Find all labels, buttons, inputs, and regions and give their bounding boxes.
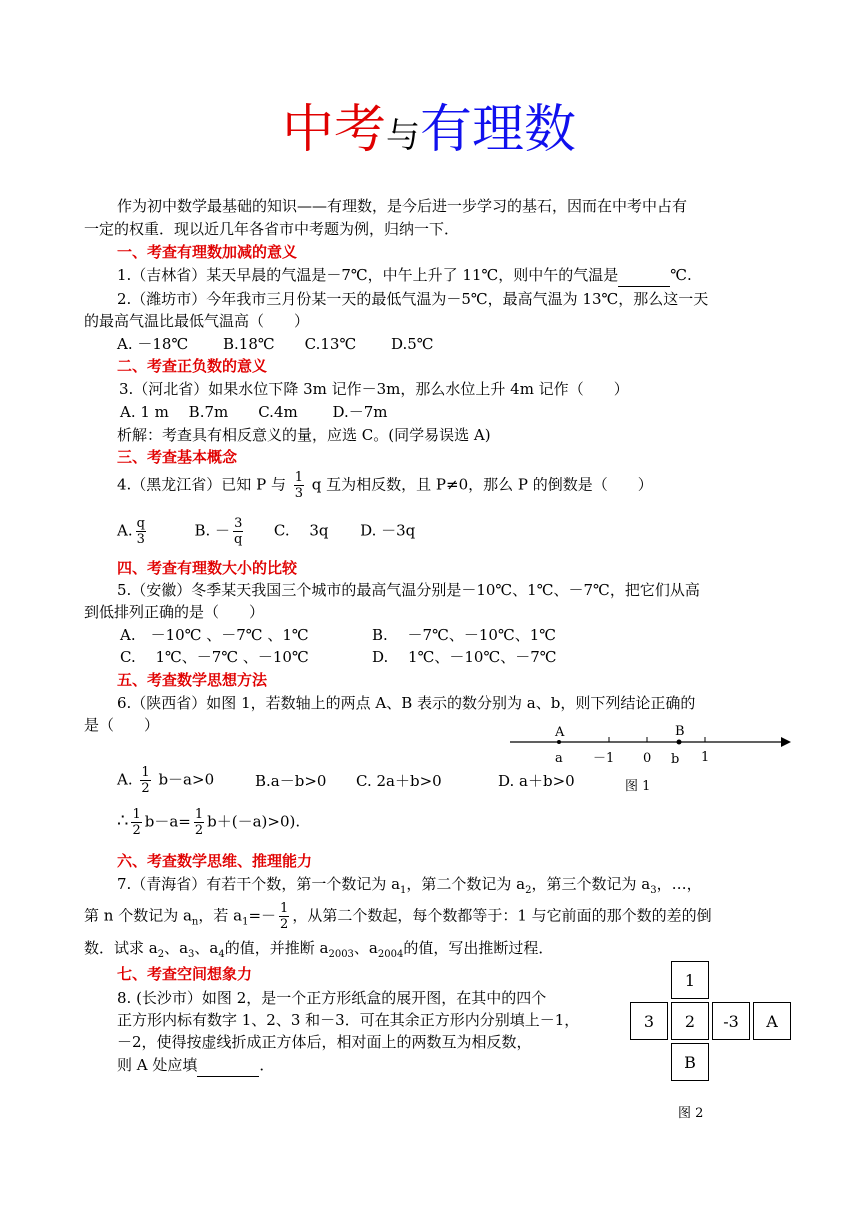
q7-text: 的值，并推断 a (224, 939, 329, 957)
therefore-symbol: ∴ (117, 810, 129, 832)
page-title (282, 100, 576, 166)
frac-num: 1 (280, 901, 289, 916)
question-6-options (117, 765, 214, 796)
net-cell-left: 3 (630, 1002, 668, 1040)
q7-text: 数．试求 a (84, 939, 158, 957)
q7-text: 、a (353, 939, 378, 957)
label-zero: 0 (643, 751, 652, 766)
subscript: 2003 (328, 949, 354, 960)
net-cell-right-1: -3 (712, 1002, 750, 1040)
question-5-line-2: 到低排列正确的是（ ） (84, 603, 265, 621)
q7-text: 7.（青海省）有若干个数，第一个数记为 a (117, 875, 401, 893)
title-part-2: 与 (386, 116, 421, 156)
option-a-fraction (140, 765, 150, 796)
question-5-option-d: D. 1℃、－10℃、－7℃ (372, 648, 557, 666)
axis-arrow (781, 737, 791, 747)
question-5-option-c: C. 1℃、－7℃ 、－10℃ (120, 648, 309, 666)
q7-text: ，…， (656, 875, 702, 893)
q7-text: ，从第二个数起，每个数都等于：1 与它前面的那个数的差的倒 (292, 906, 712, 925)
figure-1-caption: 图 1 (625, 779, 651, 794)
question-8-line-3: －2，使得按虚线折成正方体后，相对面上的两数互为相反数， (117, 1033, 532, 1051)
q8-text: 则 A 处应填 (117, 1056, 198, 1074)
frac-num: 3 (234, 516, 243, 531)
section-heading-7: 七、考查空间想象力 (117, 965, 253, 983)
question-6-line-1: 6.（陕西省）如图 1，若数轴上的两点 A、B 表示的数分别为 a、b，则下列结论正确的 (117, 694, 696, 712)
conclusion-fraction-2 (194, 807, 204, 838)
question-1-text: 1.（吉林省）某天早晨的气温是－7℃，中午上升了 11℃，则中午的气温是 (117, 266, 619, 284)
question-2-options: A. －18℃ B.18℃ C.13℃ D.5℃ (117, 335, 434, 353)
q7-text: ，若 a (198, 906, 243, 925)
title-part-3: 有理数 (420, 100, 577, 160)
label-one: 1 (701, 750, 710, 765)
section-heading-5: 五、考查数学思想方法 (117, 671, 268, 689)
option-a-label: A. (117, 521, 133, 540)
answer-blank (197, 1054, 259, 1077)
option-a-fraction (136, 516, 146, 547)
frac-den: 2 (141, 781, 150, 796)
question-2-line-1: 2.（潍坊市）今年我市三月份某一天的最低气温为－5℃，最高气温为 13℃，那么这一天 (117, 290, 709, 308)
q7-fraction (279, 901, 289, 932)
frac-den: 3 (294, 486, 304, 501)
q7-text: 的值，写出推断过程． (403, 939, 554, 957)
question-1-unit: ℃. (670, 266, 692, 284)
question-5-line-1: 5.（安徽）冬季某天我国三个城市的最高气温分别是－10℃、1℃、－7℃，把它们从高 (117, 581, 700, 599)
fraction-one-third (294, 470, 304, 501)
label-A: A (555, 725, 565, 740)
question-3-analysis: 析解：考查具有相反意义的量，应选 C。(同学易误选 A) (117, 426, 491, 444)
option-a-expr: b－a>0 (158, 770, 215, 789)
q7-text: ，第二个数记为 a (406, 875, 526, 893)
frac-den: 2 (280, 917, 289, 932)
frac-num: 1 (141, 765, 150, 780)
question-4-options (117, 516, 415, 547)
conclusion-post: b＋(－a)>0). (207, 812, 301, 831)
subscript: 4 (218, 949, 225, 960)
option-d: D. －3q (360, 521, 416, 540)
net-cell-bottom: B (671, 1043, 709, 1081)
question-6-option-c: C. 2a＋b>0 (356, 772, 442, 790)
net-cell-center: 2 (671, 1002, 709, 1040)
conclusion-mid: b－a= (144, 812, 191, 831)
subscript: 3 (650, 885, 657, 896)
label-a: a (555, 751, 563, 766)
subscript: 2004 (377, 949, 404, 960)
label-B: B (675, 724, 685, 739)
intro-line-2: 一定的权重．现以近几年各省市中考题为例，归纳一下． (84, 220, 460, 238)
subscript: 1 (242, 916, 249, 928)
question-2-line-2: 的最高气温比最低气温高（ ） (84, 312, 310, 330)
question-4-post: q 互为相反数，且 P≠0，那么 P 的倒数是（ ） (311, 475, 653, 494)
net-cell-top: 1 (671, 961, 709, 999)
question-7-line-1 (117, 873, 702, 902)
option-b-label: B. － (194, 521, 231, 540)
question-8-line-1: 8. (长沙市）如图 2，是一个正方形纸盒的展开图，在其中的四个 (117, 989, 547, 1007)
subscript: 1 (400, 885, 407, 896)
conclusion-fraction-1 (131, 807, 141, 838)
question-6-option-b: B.a－b>0 (255, 772, 327, 790)
net-cell-right-2: A (753, 1002, 791, 1040)
frac-num: 1 (132, 807, 141, 822)
subscript: 2 (157, 949, 165, 960)
question-8-line-4 (117, 1054, 274, 1077)
question-5-option-a: A. －10℃ 、－7℃ 、1℃ (120, 626, 309, 644)
question-4-pre: 4.（黑龙江省）已知 P 与 (117, 475, 286, 494)
question-8-line-2: 正方形内标有数字 1、2、3 和－3．可在其余正方形内分别填上－1， (117, 1011, 580, 1029)
frac-den: 3 (136, 532, 145, 547)
frac-num: 1 (294, 470, 304, 485)
frac-den: q (234, 532, 243, 547)
option-b-fraction (233, 516, 243, 547)
section-heading-6: 六、考查数学思维、推理能力 (117, 852, 313, 870)
frac-num: q (136, 516, 145, 531)
point-B (677, 740, 682, 745)
answer-blank (618, 264, 670, 287)
q7-text: =－ (248, 906, 277, 925)
frac-num: 1 (194, 807, 204, 822)
question-7-line-3 (84, 937, 553, 966)
question-6-conclusion (117, 807, 300, 838)
option-a-label: A. (117, 770, 133, 789)
option-c: C. 3q (273, 521, 329, 540)
question-1 (117, 264, 692, 287)
section-heading-1: 一、考查有理数加减的意义 (117, 243, 298, 261)
subscript: n (191, 916, 199, 928)
subscript: 3 (188, 949, 195, 960)
subscript: 2 (525, 885, 532, 896)
question-4-stem (117, 470, 653, 501)
question-6-option-d: D. a＋b>0 (498, 772, 575, 790)
title-part-1: 中考 (282, 100, 387, 160)
question-7-line-2 (84, 901, 712, 934)
section-heading-4: 四、考查有理数大小的比较 (117, 559, 298, 577)
figure-2-caption: 图 2 (678, 1106, 704, 1121)
frac-den: 2 (194, 823, 204, 838)
label-b: b (671, 752, 680, 767)
question-6-line-2: 是（ ） (84, 716, 160, 734)
frac-den: 2 (132, 823, 141, 838)
question-5-option-b: B. －7℃、－10℃、1℃ (372, 626, 557, 644)
q7-text: 、a (164, 939, 189, 957)
point-A (557, 740, 561, 744)
q8-text: ． (259, 1056, 275, 1074)
section-heading-3: 三、考查基本概念 (117, 448, 238, 466)
question-3-options: A. 1 m B.7m C.4m D.－7m (120, 403, 388, 421)
question-3-line-1: 3.（河北省）如果水位下降 3m 记作－3m，那么水位上升 4m 记作（ ） (119, 380, 629, 398)
intro-line-1: 作为初中数学最基础的知识——有理数，是今后进一步学习的基石，因而在中考中占有 (117, 197, 688, 215)
label-minus1: －1 (593, 751, 615, 766)
section-heading-2: 二、考查正负数的意义 (117, 357, 268, 375)
q7-text: 第 n 个数记为 a (84, 906, 192, 925)
q7-text: ，第三个数记为 a (531, 875, 651, 893)
q7-text: 、a (194, 939, 219, 957)
